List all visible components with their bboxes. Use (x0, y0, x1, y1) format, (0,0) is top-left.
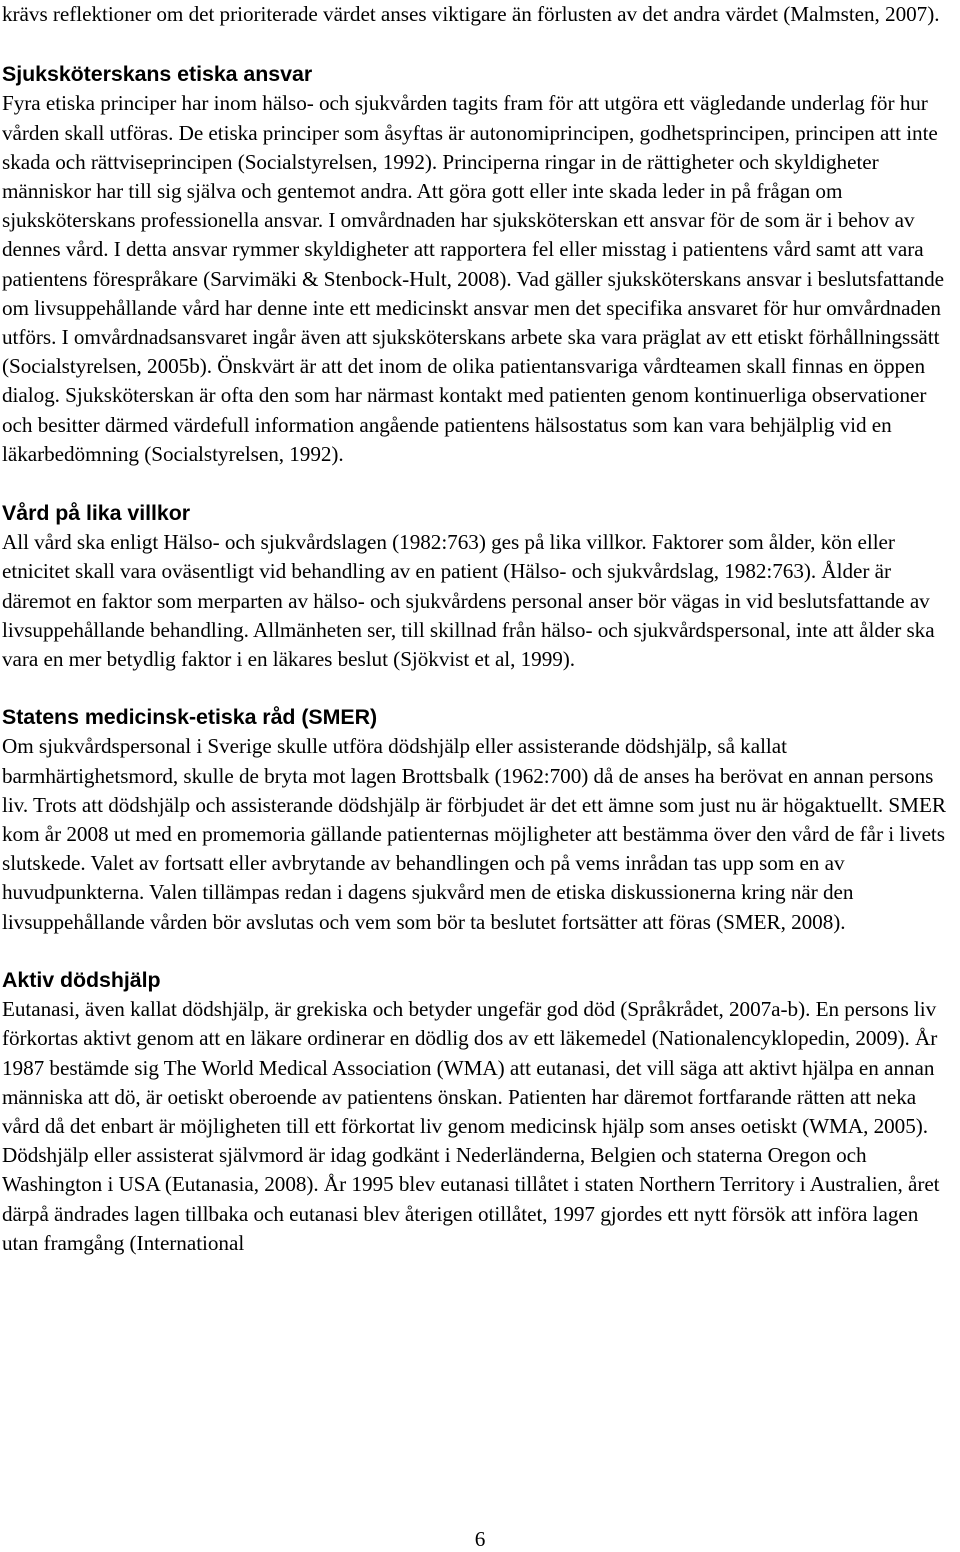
section-equal-care (2, 499, 956, 674)
paragraph-spacer (2, 469, 956, 499)
section-body: Om sjukvårdspersonal i Sverige skulle utföra dödshjälp eller assisterande dödshjälp, så kallat barmhärtighetsmord, skulle de bryta mot lagen Brottsbalk (1962:700) då de anses ha berövat en annan persons liv. Trots att dödshjälp och assisterande dödshjälp är förbjudet är det ett ämne som just nu är högaktuellt. SMER kom år 2008 ut med en promemoria gällande patienternas möjligheter att bestämma över den vård de får i livets slutskede. Valet av fortsatt eller avbrytande av behandlingen och på vems inrådan tas upp som en av huvudpunkterna. Valen tillämpas redan i dagens sjukvård men de etiska diskussionerna kring när den livsuppehållande vården bör avslutas och vem som bör ta beslutet fortsätter att föras (SMER, 2008). (2, 734, 946, 934)
section-heading: Vård på lika villkor (2, 501, 191, 526)
section-body: All vård ska enligt Hälso- och sjukvårdslagen (1982:763) ges på lika villkor. Faktorer som ålder, kön eller etnicitet skall vara oväsentligt vid behandling av en patient (Hälso- och sjukvårdslag, 1982:763). Ålder är däremot en faktor som merparten av hälso- och sjukvårdens personal anser bör vägas in vid beslutsfattande av livsuppehållande behandling. Allmänheten ser, till skillnad från hälso- och sjukvårdspersonal, inte att ålder ska vara en mer betydlig faktor i en läkares beslut (Sjökvist et al, 1999). (2, 530, 935, 672)
page-number: 6 (474, 1527, 486, 1551)
section-heading: Statens medicinsk-etiska råd (SMER) (2, 705, 378, 730)
section-smer (2, 703, 956, 937)
intro-paragraph: krävs reflektioner om det prioriterade värdet anses viktigare än förlusten av det andra värdet (Malmsten, 2007). (2, 2, 940, 26)
paragraph-spacer (2, 674, 956, 703)
section-body: Fyra etiska principer har inom hälso- och sjukvården tagits fram för att utgöra ett vägledande underlag för hur vården skall utföras. De etiska principer som åsyftas är autonomiprincipen, godhetsprincipen, principen att inte skada och rättviseprincipen (Socialstyrelsen, 1992). Principerna ringar in de rättigheter och skyldigheter människor har till sig själva och gentemot andra. Att göra gott eller inte skada leder in på frågan om sjuksköterskans professionella ansvar. I omvårdnaden har sjuksköterskan ett ansvar för de som är i behov av dennes vård. I detta ansvar rymmer skyldigheter att rapportera fel eller misstag i patientens vård samt att vara patientens förespråkare (Sarvimäki & Stenbock-Hult, 2008). Vad gäller sjuksköterskans ansvar i beslutsfattande om livsuppehållande vård har denne inte ett medicinskt ansvar men det specifika ansvaret för hur omvårdnaden utförs. I omvårdnadsansvaret ingår även att sjuksköterskans arbete ska vara präglat av ett etiskt förhållningssätt (Socialstyrelsen, 2005b). Önskvärt är att det inom de olika patientansvariga vårdteamen skall finnas en öppen dialog. Sjuksköterskan är ofta den som har närmast kontakt med patienten genom kontinuerliga observationer och besitter därmed värdefull information angående patientens hälsostatus som kan vara behjälplig vid en läkarbedömning (Socialstyrelsen, 1992). (2, 91, 944, 466)
section-heading: Sjuksköterskans etiska ansvar (2, 62, 313, 87)
section-body: Eutanasi, även kallat dödshjälp, är grekiska och betyder ungefär god död (Språkrådet, 2007a-b). En persons liv förkortas aktivt genom att en läkare ordinerar en dödlig dos av ett läkemedel (Nationalencyklopedin, 2009). År 1987 bestämde sig The World Medical Association (WMA) att eutanasi, det vill säga att aktivt hjälpa en annan människa att dö, är oetiskt oberoende av patientens önskan. Patienten har däremot fortfarande rätten att neka vård då det enbart är möjligheten till ett förkortat liv genom medicinsk hjälp som anses oetiskt (WMA, 2005). Dödshjälp eller assisterat självmord är idag godkänt i Nederländerna, Belgien och staterna Oregon och Washington i USA (Eutanasia, 2008). År 1995 blev eutanasi tillåtet i staten Northern Territory i Australien, året därpå ändrades lagen tillbaka och eutanasi blev återigen otillåtet, 1997 gjordes ett nytt försök att införa lagen utan framgång (International (2, 997, 940, 1255)
paragraph-spacer (2, 937, 956, 966)
paragraph-spacer (2, 29, 956, 60)
section-active-euthanasia (2, 966, 956, 1258)
page-content (2, 0, 956, 1258)
section-ethical-responsibility (2, 60, 956, 469)
section-heading: Aktiv dödshjälp (2, 967, 161, 992)
